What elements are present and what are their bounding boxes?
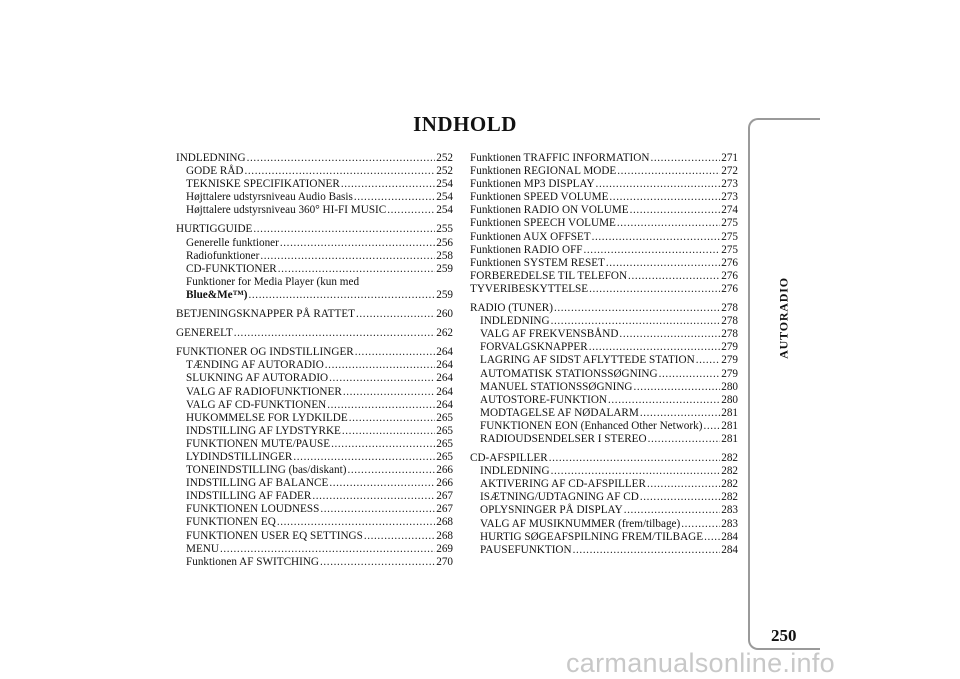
toc-entry-title: Blue&Me™): [186, 288, 248, 301]
dot-leader: [551, 315, 721, 328]
toc-entry-title: FUNKTIONER OG INDSTILLINGER: [176, 346, 354, 359]
toc-entry-title: INDLEDNING: [480, 315, 550, 328]
toc-entry-page: 279: [721, 354, 738, 367]
toc-entry-title: ISÆTNING/UDTAGNING AF CD: [480, 491, 639, 504]
toc-entry-page: 276: [721, 256, 738, 269]
dot-leader: [606, 257, 720, 270]
toc-group: [470, 302, 738, 446]
toc-entry-title: TEKNISKE SPECIFIKATIONER: [186, 178, 340, 191]
toc-entry-title: FORVALGSKNAPPER: [480, 341, 588, 354]
toc-entry-title: VALG AF CD-FUNKTIONEN: [186, 398, 327, 411]
dot-leader: [628, 270, 720, 283]
toc-entry-title: VALG AF MUSIKNUMMER (frem/tilbage): [480, 517, 681, 530]
toc-left-column: [176, 152, 453, 575]
dot-leader: [278, 263, 435, 276]
toc-entry-page: 255: [436, 223, 453, 236]
toc-entry-page: 271: [721, 152, 738, 164]
dot-leader: [681, 518, 720, 531]
dot-leader: [234, 327, 435, 340]
toc-entry-page: 254: [436, 191, 453, 204]
toc-entry-title: MODTAGELSE AF NØDALARM: [480, 406, 639, 419]
toc-entry-title: PAUSEFUNKTION: [480, 543, 572, 556]
dot-leader: [325, 359, 435, 372]
toc-entry-title: MANUEL STATIONSSØGNING: [480, 380, 633, 393]
toc-entry-title: RADIOUDSENDELSER I STEREO: [480, 432, 647, 445]
dot-leader: [342, 425, 435, 438]
watermark: carmanualsonline.info: [566, 648, 835, 678]
toc-entry-page: 279: [721, 367, 738, 380]
toc-entry[interactable]: [470, 328, 738, 341]
toc-group: [176, 327, 453, 340]
dot-leader: [349, 412, 436, 425]
toc-entry-page: 258: [436, 249, 453, 262]
toc-entry[interactable]: [176, 556, 453, 569]
dot-leader: [354, 191, 435, 204]
toc-entry-title: Funktionen AF SWITCHING: [186, 555, 320, 568]
toc-entry[interactable]: [176, 346, 453, 359]
toc-entry-page: 259: [436, 288, 453, 301]
toc-entry-page: 282: [721, 491, 738, 504]
dot-leader: [364, 530, 435, 543]
toc-entry-page: 283: [721, 504, 738, 517]
toc-entry-title: Funktionen SYSTEM RESET: [470, 256, 605, 269]
dot-leader: [253, 223, 435, 236]
toc-entry-title: FUNKTIONEN USER EQ SETTINGS: [186, 529, 363, 542]
dot-leader: [347, 464, 435, 477]
toc-entry[interactable]: [470, 544, 738, 557]
dot-leader: [617, 217, 720, 230]
toc-entry-title: VALG AF RADIOFUNKTIONER: [186, 385, 342, 398]
toc-entry-title: OPLYSNINGER PÅ DISPLAY: [480, 504, 623, 517]
toc-entry[interactable]: [470, 504, 738, 517]
toc-entry[interactable]: [176, 503, 453, 516]
toc-entry-page: 273: [721, 191, 738, 204]
toc-entry-page: 265: [436, 437, 453, 450]
toc-entry-title: CD-FUNKTIONER: [186, 262, 277, 275]
toc-entry-page: 252: [436, 165, 453, 178]
chapter-tab: [748, 118, 820, 650]
page-title: INDHOLD: [413, 112, 517, 136]
dot-leader: [341, 178, 435, 191]
dot-leader: [617, 165, 720, 178]
toc-entry-title: Funktionen SPEED VOLUME: [470, 191, 609, 204]
toc-entry[interactable]: [470, 315, 738, 328]
toc-entry-page: 280: [721, 393, 738, 406]
toc-entry[interactable]: [176, 152, 453, 165]
toc-entry-page: 267: [436, 490, 453, 503]
dot-leader: [320, 503, 435, 516]
dot-leader: [704, 531, 720, 544]
dot-leader: [356, 308, 435, 321]
toc-entry-page: 283: [721, 517, 738, 530]
toc-entry-title: TYVERIBESKYTTELSE: [470, 282, 589, 295]
toc-entry[interactable]: [176, 204, 453, 217]
dot-leader: [659, 368, 721, 381]
dot-leader: [573, 544, 721, 557]
toc-entry[interactable]: [470, 178, 738, 191]
dot-leader: [703, 420, 720, 433]
dot-leader: [592, 231, 721, 244]
toc-entry[interactable]: [470, 394, 738, 407]
toc-entry[interactable]: [470, 420, 738, 433]
toc-entry-title: BETJENINGSKNAPPER PÅ RATTET: [176, 308, 356, 321]
dot-leader: [343, 386, 435, 399]
toc-entry[interactable]: [470, 452, 738, 465]
toc-entry-page: 265: [436, 450, 453, 463]
toc-entry-page: 252: [436, 152, 453, 164]
toc-entry-title: AUTOSTORE-FUNKTION: [480, 393, 608, 406]
toc-entry-page: 266: [436, 464, 453, 477]
toc-entry-title: Funktionen REGIONAL MODE: [470, 165, 617, 178]
toc-entry-page: 264: [436, 398, 453, 411]
toc-entry-title: Generelle funktioner: [186, 236, 279, 249]
toc-entry[interactable]: [176, 386, 453, 399]
toc-entry-title: Funktionen AUX OFFSET: [470, 230, 591, 243]
toc-entry-page: 273: [721, 178, 738, 191]
dot-leader: [549, 452, 721, 465]
toc-entry[interactable]: [470, 244, 738, 257]
toc-entry-title: Funktionen RADIO ON VOLUME: [470, 204, 629, 217]
toc-entry-title: FUNKTIONEN EON (Enhanced Other Network): [480, 419, 703, 432]
toc-entry[interactable]: [176, 490, 453, 503]
toc-entry-page: 284: [721, 530, 738, 543]
toc-entry-page: 265: [436, 411, 453, 424]
toc-entry[interactable]: [176, 372, 453, 385]
toc-entry-page: 281: [721, 432, 738, 445]
toc-entry-title: Højttalere udstyrsniveau 360° HI-FI MUSIC: [186, 204, 387, 217]
dot-leader: [327, 399, 435, 412]
toc-entry-title: LAGRING AF SIDST AFLYTTEDE STATION: [480, 354, 695, 367]
toc-entry-title: Funktioner for Media Player (kun med: [186, 275, 360, 288]
toc-right-column: [470, 152, 738, 563]
toc-group: [176, 308, 453, 321]
toc-entry-page: 280: [721, 380, 738, 393]
dot-leader: [619, 328, 720, 341]
toc-entry[interactable]: [470, 433, 738, 446]
toc-entry-page: 254: [436, 178, 453, 191]
dot-leader: [624, 504, 721, 517]
toc-entry-title: Funktionen RADIO OFF: [470, 243, 583, 256]
toc-entry-page: 278: [721, 302, 738, 315]
toc-entry[interactable]: [176, 263, 453, 276]
dot-leader: [551, 465, 721, 478]
dot-leader: [260, 250, 435, 263]
toc-entry-title: Funktionen MP3 DISPLAY: [470, 178, 595, 191]
toc-entry-page: 259: [436, 262, 453, 275]
dot-leader: [247, 152, 436, 165]
toc-entry[interactable]: [470, 302, 738, 315]
dot-leader: [696, 354, 721, 367]
toc-group: [176, 152, 453, 217]
dot-leader: [355, 346, 435, 359]
toc-entry[interactable]: [470, 491, 738, 504]
dot-leader: [329, 372, 435, 385]
toc-entry-title: FORBEREDELSE TIL TELEFON: [470, 269, 628, 282]
dot-leader: [640, 491, 720, 504]
dot-leader: [608, 394, 720, 407]
toc-entry-page: 276: [721, 282, 738, 295]
toc-entry-page: 264: [436, 359, 453, 372]
toc-entry-title: MENU: [186, 542, 219, 555]
dot-leader: [596, 178, 721, 191]
toc-entry[interactable]: [470, 341, 738, 354]
dot-leader: [589, 283, 720, 296]
toc-entry-title: INDSTILLING AF LYDSTYRKE: [186, 424, 341, 437]
toc-entry-title: Funktionen SPEECH VOLUME: [470, 217, 616, 230]
toc-entry[interactable]: [470, 478, 738, 491]
dot-leader: [650, 152, 720, 165]
dot-leader: [647, 478, 720, 491]
dot-leader: [220, 543, 435, 556]
toc-entry[interactable]: [470, 407, 738, 420]
toc-entry[interactable]: [176, 359, 453, 372]
toc-entry-title: INDSTILLING AF BALANCE: [186, 477, 329, 490]
toc-entry-title: AUTOMATISK STATIONSSØGNING: [480, 367, 658, 380]
toc-entry[interactable]: [176, 477, 453, 490]
toc-entry-page: 264: [436, 385, 453, 398]
toc-entry[interactable]: [176, 451, 453, 464]
toc-entry-page: 274: [721, 204, 738, 217]
dot-leader: [554, 302, 720, 315]
toc-entry-page: 278: [721, 328, 738, 341]
toc-entry[interactable]: [470, 368, 738, 381]
toc-entry-title: INDLEDNING: [480, 465, 550, 478]
page-number: 250: [771, 626, 797, 645]
toc-entry[interactable]: [176, 250, 453, 263]
toc-entry[interactable]: [176, 223, 453, 236]
toc-entry[interactable]: [470, 204, 738, 217]
dot-leader: [312, 490, 435, 503]
toc-entry-page: 269: [436, 542, 453, 555]
toc-entry-page: 268: [436, 516, 453, 529]
toc-entry[interactable]: [470, 354, 738, 367]
toc-entry-title: FUNKTIONEN EQ: [186, 516, 276, 529]
toc-entry-page: 254: [436, 204, 453, 217]
toc-entry-page: 262: [436, 327, 453, 340]
toc-entry[interactable]: [176, 412, 453, 425]
toc-entry-page: 272: [721, 165, 738, 178]
toc-entry-title: AKTIVERING AF CD-AFSPILLER: [480, 478, 646, 491]
dot-leader: [280, 237, 435, 250]
toc-group: [470, 152, 738, 296]
toc-entry[interactable]: [470, 531, 738, 544]
dot-leader: [584, 244, 721, 257]
dot-leader: [277, 516, 435, 529]
toc-entry-page: 264: [436, 346, 453, 359]
dot-leader: [609, 191, 720, 204]
toc-entry-page: 281: [721, 419, 738, 432]
dot-leader: [630, 204, 721, 217]
toc-entry-title: TÆNDING AF AUTORADIO: [186, 359, 324, 372]
toc-entry[interactable]: [176, 327, 453, 340]
toc-entry-page: 256: [436, 236, 453, 249]
toc-entry-title: HURTIGGUIDE: [176, 223, 253, 236]
toc-entry[interactable]: [176, 178, 453, 191]
toc-entry[interactable]: [470, 270, 738, 283]
toc-entry-title: HURTIG SØGEAFSPILNING FREM/TILBAGE: [480, 530, 704, 543]
toc-entry-title: INDLEDNING: [176, 152, 246, 164]
toc-group: [176, 346, 453, 569]
toc-entry[interactable]: [470, 257, 738, 270]
toc-entry[interactable]: [470, 191, 738, 204]
toc-entry-page: 278: [721, 315, 738, 328]
toc-entry-page: 276: [721, 269, 738, 282]
toc-entry[interactable]: [470, 231, 738, 244]
toc-entry-page: 275: [721, 217, 738, 230]
toc-entry-page: 264: [436, 372, 453, 385]
toc-entry-page: 279: [721, 341, 738, 354]
toc-entry[interactable]: [176, 438, 453, 451]
toc-entry[interactable]: [176, 530, 453, 543]
toc-entry-title: RADIO (TUNER): [470, 302, 553, 315]
toc-entry-title: TONEINDSTILLING (bas/diskant): [186, 464, 347, 477]
toc-entry[interactable]: [176, 191, 453, 204]
dot-leader: [634, 381, 721, 394]
toc-entry-page: 275: [721, 243, 738, 256]
toc-entry-title: Radiofunktioner: [186, 249, 260, 262]
toc-entry-title: Funktionen TRAFFIC INFORMATION: [470, 152, 650, 164]
toc-entry-page: 267: [436, 503, 453, 516]
toc-entry-page: 282: [721, 465, 738, 478]
toc-entry-page: 275: [721, 230, 738, 243]
toc-entry[interactable]: [470, 152, 738, 165]
toc-entry[interactable]: [176, 543, 453, 556]
toc-entry-page: 284: [721, 543, 738, 556]
chapter-tab-label: AUTORADIO: [776, 277, 791, 359]
toc-entry-page: 266: [436, 477, 453, 490]
toc-entry-page: 265: [436, 424, 453, 437]
toc-entry-title: LYDINDSTILLINGER: [186, 450, 293, 463]
toc-entry[interactable]: [470, 518, 738, 531]
toc-entry[interactable]: [176, 516, 453, 529]
toc-entry[interactable]: [470, 217, 738, 230]
dot-leader: [249, 289, 436, 302]
toc-entry-page: 281: [721, 406, 738, 419]
dot-leader: [320, 556, 435, 569]
toc-entry-title: GODE RÅD: [186, 165, 244, 178]
toc-entry[interactable]: [470, 465, 738, 478]
toc-entry-title: CD-AFSPILLER: [470, 452, 548, 465]
dot-leader: [640, 407, 720, 420]
toc-entry[interactable]: [176, 237, 453, 250]
toc-entry-title: FUNKTIONEN LOUDNESS: [186, 503, 320, 516]
toc-entry-page: 268: [436, 529, 453, 542]
toc-entry[interactable]: [176, 289, 453, 302]
dot-leader: [648, 433, 721, 446]
toc-entry-title: FUNKTIONEN MUTE/PAUSE: [186, 437, 331, 450]
toc-entry[interactable]: [176, 308, 453, 321]
toc-entry[interactable]: [470, 283, 738, 296]
dot-leader: [245, 165, 436, 178]
dot-leader: [293, 451, 435, 464]
toc-entry[interactable]: [176, 399, 453, 412]
dot-leader: [387, 204, 435, 217]
toc-entry-page: 282: [721, 478, 738, 491]
toc-entry-page: 260: [436, 308, 453, 321]
toc-entry[interactable]: [176, 165, 453, 178]
dot-leader: [329, 477, 435, 490]
toc-entry[interactable]: [470, 165, 738, 178]
toc-entry[interactable]: [176, 425, 453, 438]
toc-entry-title: SLUKNING AF AUTORADIO: [186, 372, 329, 385]
toc-entry-title: GENERELT: [176, 327, 233, 340]
toc-entry[interactable]: [470, 381, 738, 394]
toc-entry-title: VALG AF FREKVENSBÅND: [480, 328, 619, 341]
toc-entry[interactable]: [176, 464, 453, 477]
toc-entry-page: 282: [721, 452, 738, 465]
toc-entry-title: Højttalere udstyrsniveau Audio Basis: [186, 191, 353, 204]
toc-entry-title: HUKOMMELSE FOR LYDKILDE: [186, 411, 348, 424]
dot-leader: [589, 341, 721, 354]
toc-group: [470, 452, 738, 557]
toc-entry-page: 270: [436, 555, 453, 568]
toc-entry-title: INDSTILLING AF FADER: [186, 490, 312, 503]
toc-group: [176, 223, 453, 302]
dot-leader: [331, 438, 435, 451]
